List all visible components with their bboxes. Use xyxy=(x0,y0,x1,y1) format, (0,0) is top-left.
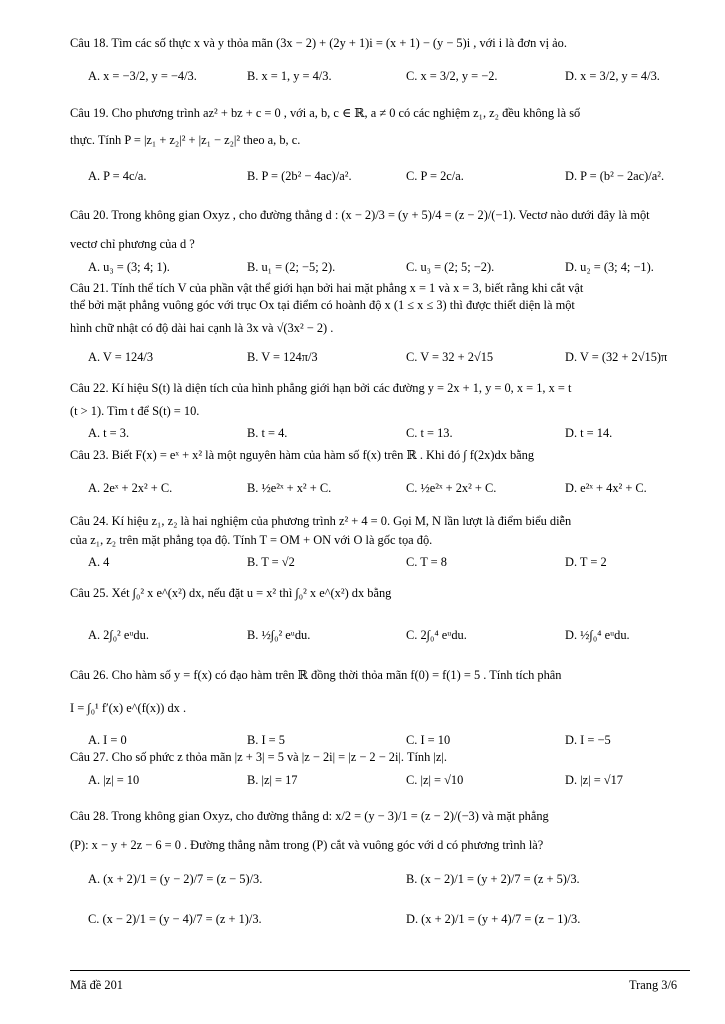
q22-option-d: D. t = 14. xyxy=(565,426,613,440)
q18-option-c: C. x = 3/2, y = −2. xyxy=(406,69,498,83)
question-28: Câu 28. Trong không gian Oxyz, cho đường thẳng d: x/2 = (y − 3)/1 = (z − 2)/(−3) và mặt phẳng xyxy=(70,809,549,823)
q18-option-a: A. x = −3/2, y = −4/3. xyxy=(88,69,197,83)
q19-option-a: A. P = 4c/a. xyxy=(88,169,147,183)
question-19: Câu 19. Cho phương trình az² + bz + c = 0 , với a, b, c ∈ ℝ, a ≠ 0 có các nghiệm z₁, z₂ đều không là số xyxy=(70,106,581,120)
question-21-line2: thể bởi mặt phẳng vuông góc với trục Ox tại điểm có hoành độ x (1 ≤ x ≤ 3) thì được thiết diện là một xyxy=(70,298,575,312)
q23-option-b: B. ½e²ˣ + x² + C. xyxy=(247,481,332,495)
q19-option-d: D. P = (b² − 2ac)/a². xyxy=(565,169,665,183)
q25-option-b: B. ½∫₀² eᵘdu. xyxy=(247,628,311,642)
question-26: Câu 26. Cho hàm số y = f(x) có đạo hàm trên ℝ đồng thời thỏa mãn f(0) = f(1) = 5 . Tính tích phân xyxy=(70,668,562,682)
question-27: Câu 27. Cho số phức z thỏa mãn |z + 3| = 5 và |z − 2i| = |z − 2 − 2i|. Tính |z|. xyxy=(70,750,447,764)
q25-option-c: C. 2∫₀⁴ eᵘdu. xyxy=(406,628,467,642)
q26-option-d: D. I = −5 xyxy=(565,733,611,747)
q25-option-a: A. 2∫₀² eᵘdu. xyxy=(88,628,149,642)
question-18: Câu 18. Tìm các số thực x và y thỏa mãn (3x − 2) + (2y + 1)i = (x + 1) − (y − 5)i , với i là đơn vị ảo. xyxy=(70,36,567,50)
question-21-line3: hình chữ nhật có độ dài hai cạnh là 3x và √(3x² − 2) . xyxy=(70,321,334,335)
question-26-line2: I = ∫₀¹ f′(x) e^(f(x)) dx . xyxy=(70,701,187,715)
question-20: Câu 20. Trong không gian Oxyz , cho đường thẳng d : (x − 2)/3 = (y + 5)/4 = (z − 2)/(−1). Vectơ nào dưới đây là một xyxy=(70,208,650,222)
q22-option-b: B. t = 4. xyxy=(247,426,288,440)
q20-option-c: C. u₃ = (2; 5; −2). xyxy=(406,260,495,274)
question-24-line2: của z₁, z₂ trên mặt phẳng tọa độ. Tính T = OM + ON với O là gốc tọa độ. xyxy=(70,533,433,547)
q26-option-c: C. I = 10 xyxy=(406,733,451,747)
q20-option-b: B. u₁ = (2; −5; 2). xyxy=(247,260,336,274)
q23-option-a: A. 2eˣ + 2x² + C. xyxy=(88,481,173,495)
footer-divider xyxy=(70,970,690,971)
q28-option-a: A. (x + 2)/1 = (y − 2)/7 = (z − 5)/3. xyxy=(88,872,263,886)
question-25: Câu 25. Xét ∫₀² x e^(x²) dx, nếu đặt u = x² thì ∫₀² x e^(x²) dx bằng xyxy=(70,586,392,600)
page-number: Trang 3/6 xyxy=(629,978,678,992)
q27-option-a: A. |z| = 10 xyxy=(88,773,140,787)
q26-option-b: B. I = 5 xyxy=(247,733,285,747)
q23-option-c: C. ½e²ˣ + 2x² + C. xyxy=(406,481,497,495)
question-20-line2: vectơ chỉ phương của d ? xyxy=(70,237,195,251)
question-21: Câu 21. Tính thể tích V của phần vật thể giới hạn bởi hai mặt phẳng x = 1 và x = 3, biết rằng khi cắt vật xyxy=(70,281,584,295)
q21-option-b: B. V = 124π/3 xyxy=(247,350,318,364)
q21-option-a: A. V = 124/3 xyxy=(88,350,154,364)
q25-option-d: D. ½∫₀⁴ eᵘdu. xyxy=(565,628,630,642)
q28-option-d: D. (x + 2)/1 = (y + 4)/7 = (z − 1)/3. xyxy=(406,912,581,926)
q21-option-d: D. V = (32 + 2√15)π xyxy=(565,350,668,364)
q24-option-a: A. 4 xyxy=(88,555,110,569)
q20-option-d: D. u₂ = (3; 4; −1). xyxy=(565,260,654,274)
q18-option-b: B. x = 1, y = 4/3. xyxy=(247,69,332,83)
question-23: Câu 23. Biết F(x) = eˣ + x² là một nguyên hàm của hàm số f(x) trên ℝ . Khi đó ∫ f(2x)dx bằng xyxy=(70,448,535,462)
q24-option-b: B. T = √2 xyxy=(247,555,295,569)
question-22: Câu 22. Kí hiệu S(t) là diện tích của hình phẳng giới hạn bởi các đường y = 2x + 1, y = 0, x = 1, x = t xyxy=(70,381,572,395)
question-24: Câu 24. Kí hiệu z₁, z₂ là hai nghiệm của phương trình z² + 4 = 0. Gọi M, N lần lượt là điểm biểu diễn xyxy=(70,514,572,528)
q20-option-a: A. u₃ = (3; 4; 1). xyxy=(88,260,170,274)
question-22-line2: (t > 1). Tìm t để S(t) = 10. xyxy=(70,404,200,418)
q18-option-d: D. x = 3/2, y = 4/3. xyxy=(565,69,660,83)
q27-option-b: B. |z| = 17 xyxy=(247,773,298,787)
q28-option-b: B. (x − 2)/1 = (y + 2)/7 = (z + 5)/3. xyxy=(406,872,580,886)
q24-option-c: C. T = 8 xyxy=(406,555,447,569)
q27-option-c: C. |z| = √10 xyxy=(406,773,464,787)
question-19-line2: thực. Tính P = |z₁ + z₂|² + |z₁ − z₂|² theo a, b, c. xyxy=(70,133,301,147)
q22-option-a: A. t = 3. xyxy=(88,426,130,440)
q19-option-b: B. P = (2b² − 4ac)/a². xyxy=(247,169,352,183)
q28-option-c: C. (x − 2)/1 = (y − 4)/7 = (z + 1)/3. xyxy=(88,912,262,926)
q19-option-c: C. P = 2c/a. xyxy=(406,169,464,183)
q22-option-c: C. t = 13. xyxy=(406,426,453,440)
q27-option-d: D. |z| = √17 xyxy=(565,773,623,787)
q26-option-a: A. I = 0 xyxy=(88,733,127,747)
q24-option-d: D. T = 2 xyxy=(565,555,607,569)
exam-code: Mã đề 201 xyxy=(70,978,123,992)
question-28-line2: (P): x − y + 2z − 6 = 0 . Đường thẳng nằm trong (P) cắt và vuông góc với d có phương trình là? xyxy=(70,838,544,852)
q21-option-c: C. V = 32 + 2√15 xyxy=(406,350,494,364)
q23-option-d: D. e²ˣ + 4x² + C. xyxy=(565,481,647,495)
